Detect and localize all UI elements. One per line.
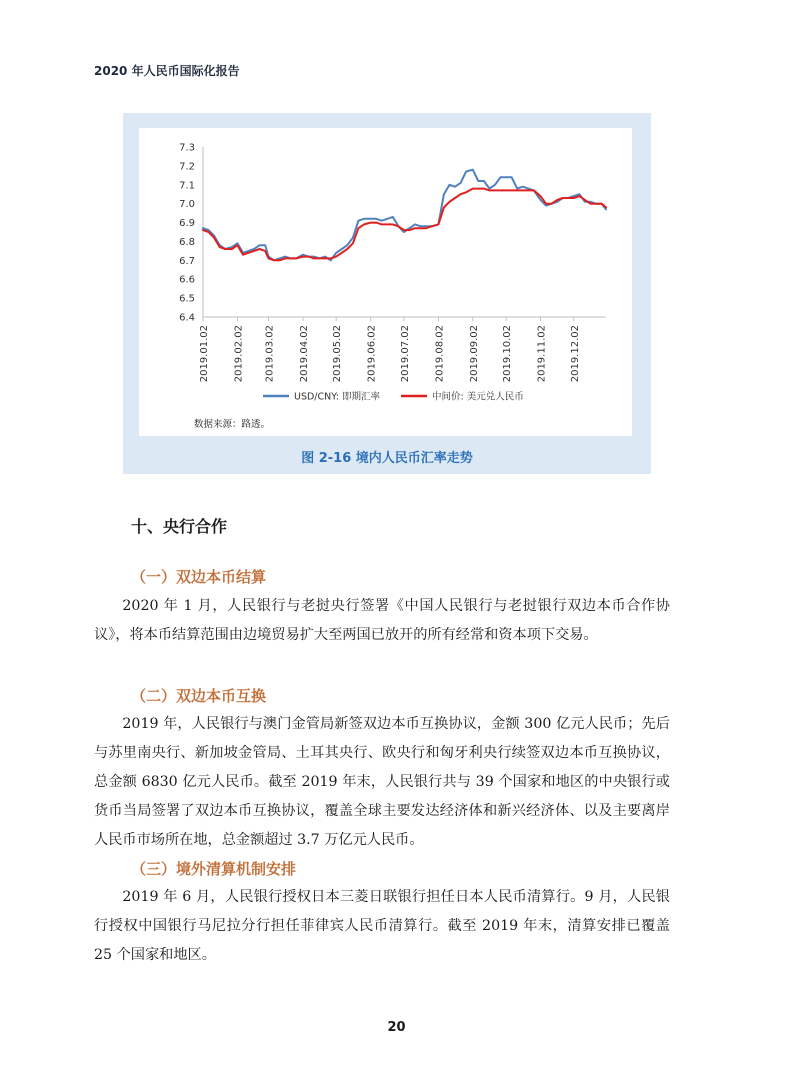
paragraph-swap: 2019 年，人民银行与澳门金管局新签双边本币互换协议，金额 300 亿元人民币；先后与苏里南央行、新加坡金管局、土耳其央行、欧央行和匈牙利央行续签双边本币互换协议，总金额 6830 亿元人民币。截至 2019 年末，人民银行共与 39 个国家和地区的中央银行或货币当局签署了双边本币互换协议，覆盖全球主要发达经济体和新兴经济体、以及主要离岸人民币市场所在地，总金额超过 3.7 万亿元人民币。 [94,716,670,848]
x-tick-label: 2019.07.02 [399,325,411,383]
y-tick-label: 7.3 [179,142,195,154]
x-tick-label: 2019.01.02 [199,325,210,383]
y-tick-label: 7.2 [179,161,195,173]
y-tick-label: 7.1 [179,180,195,192]
paragraph-clearing: 2019 年 6 月，人民银行授权日本三菱日联银行担任日本人民币清算行。9 月，人民银行授权中国银行马尼拉分行担任菲律宾人民币清算行。截至 2019 年末，清算安排已覆盖 25 个国家和地区。 [94,889,670,963]
y-tick-label: 6.9 [179,218,195,230]
legend-label-central-parity: 中间价: 美元兑人民币 [432,391,524,403]
x-tick-label: 2019.08.02 [434,325,446,383]
exchange-rate-line-chart [139,128,632,436]
figure-caption: 图 2-16 境内人民币汇率走势 [301,451,473,466]
y-tick-label: 6.7 [179,255,195,267]
subsection-heading-settlement: （一）双边本币结算 [131,568,267,586]
x-tick-label: 2019.12.02 [569,325,581,383]
source-note: 数据来源：路透。 [194,419,271,430]
y-tick-label: 6.4 [179,312,195,324]
y-tick-label: 6.6 [179,274,195,286]
x-tick-label: 2019.05.02 [332,325,344,383]
legend-label-spot-rate: USD/CNY: 即期汇率 [294,391,381,403]
series-line-central-parity [203,189,606,261]
y-tick-label: 6.8 [179,236,195,248]
x-tick-label: 2019.10.02 [502,325,514,383]
x-tick-label: 2019.09.02 [468,325,480,383]
subsection-heading-swap: （二）双边本币互换 [131,687,267,705]
subsection-heading-clearing: （三）境外清算机制安排 [131,860,297,878]
x-tick-label: 2019.03.02 [264,325,276,383]
y-tick-label: 6.5 [179,293,195,305]
chart-panel [139,128,632,436]
x-tick-label: 2019.04.02 [298,325,310,383]
page-number: 20 [387,1020,406,1035]
x-tick-label: 2019.02.02 [233,325,245,383]
x-tick-label: 2019.11.02 [536,325,548,383]
series-line-spot-rate [203,170,606,261]
running-header: 2020 年人民币国际化报告 [94,64,240,78]
paragraph-settlement: 2020 年 1 月，人民银行与老挝央行签署《中国人民银行与老挝银行双边本币合作协议》，将本币结算范围由边境贸易扩大至两国已放开的所有经常和资本项下交易。 [94,598,670,643]
x-tick-label: 2019.06.02 [366,325,378,383]
section-heading: 十、央行合作 [131,517,228,536]
y-tick-label: 7.0 [179,199,195,211]
